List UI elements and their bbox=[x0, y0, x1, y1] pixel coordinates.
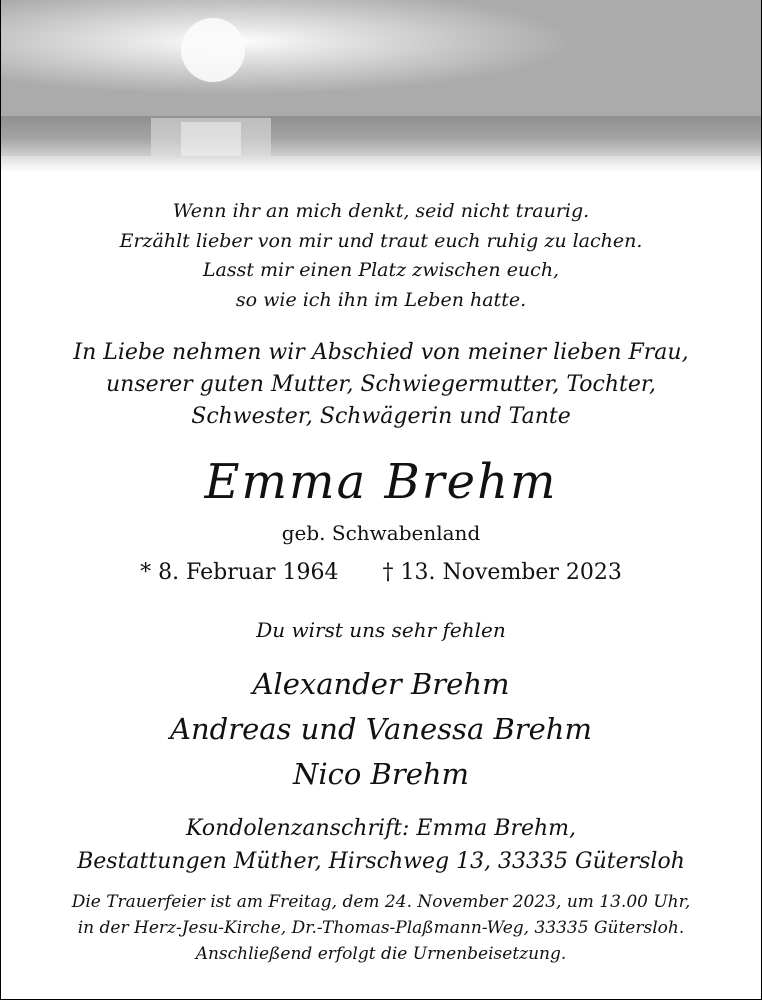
intro-line: Schwester, Schwägerin und Tante bbox=[191, 404, 571, 429]
farewell-intro bbox=[1, 337, 761, 433]
deceased-name: Emma Brehm bbox=[204, 454, 558, 510]
maiden-name: geb. Schwabenland bbox=[281, 521, 481, 545]
birth-date: * 8. Februar 1964 bbox=[140, 560, 339, 585]
ceremony-line: Die Trauerfeier ist am Freitag, dem 24. November 2023, um 13.00 Uhr, bbox=[71, 892, 691, 912]
intro-line: In Liebe nehmen wir Abschied von meiner lieben Frau, bbox=[73, 340, 689, 365]
farewell-message: Du wirst uns sehr fehlen bbox=[256, 618, 506, 642]
poem-line: so wie ich ihn im Leben hatte. bbox=[235, 288, 527, 311]
poem bbox=[1, 197, 761, 315]
poem-line: Lasst mir einen Platz zwischen euch, bbox=[202, 259, 560, 281]
ceremony-line: Anschließend erfolgt die Urnenbeisetzung. bbox=[195, 944, 567, 964]
death-date: † 13. November 2023 bbox=[382, 560, 622, 585]
condolence-address bbox=[1, 812, 761, 878]
mourners-list bbox=[1, 662, 761, 797]
ceremony-details bbox=[1, 889, 761, 967]
ceremony-line: in der Herz-Jesu-Kirche, Dr.-Thomas-Plaßmann-Weg, 33335 Gütersloh. bbox=[77, 918, 685, 938]
life-dates bbox=[1, 558, 761, 588]
condolence-line: Bestattungen Müther, Hirschweg 13, 33335 Gütersloh bbox=[77, 849, 685, 874]
condolence-line: Kondolenzanschrift: Emma Brehm, bbox=[185, 816, 577, 841]
poem-line: Wenn ihr an mich denkt, seid nicht traurig. bbox=[172, 200, 590, 222]
intro-line: unserer guten Mutter, Schwiegermutter, Tochter, bbox=[106, 372, 656, 397]
mourner-name: Nico Brehm bbox=[292, 757, 470, 791]
mourner-name: Alexander Brehm bbox=[252, 667, 510, 701]
poem-line: Erzählt lieber von mir und traut euch ruhig zu lachen. bbox=[119, 229, 643, 252]
sunset-sea-image bbox=[1, 0, 761, 172]
mourner-name: Andreas und Vanessa Brehm bbox=[170, 712, 592, 746]
